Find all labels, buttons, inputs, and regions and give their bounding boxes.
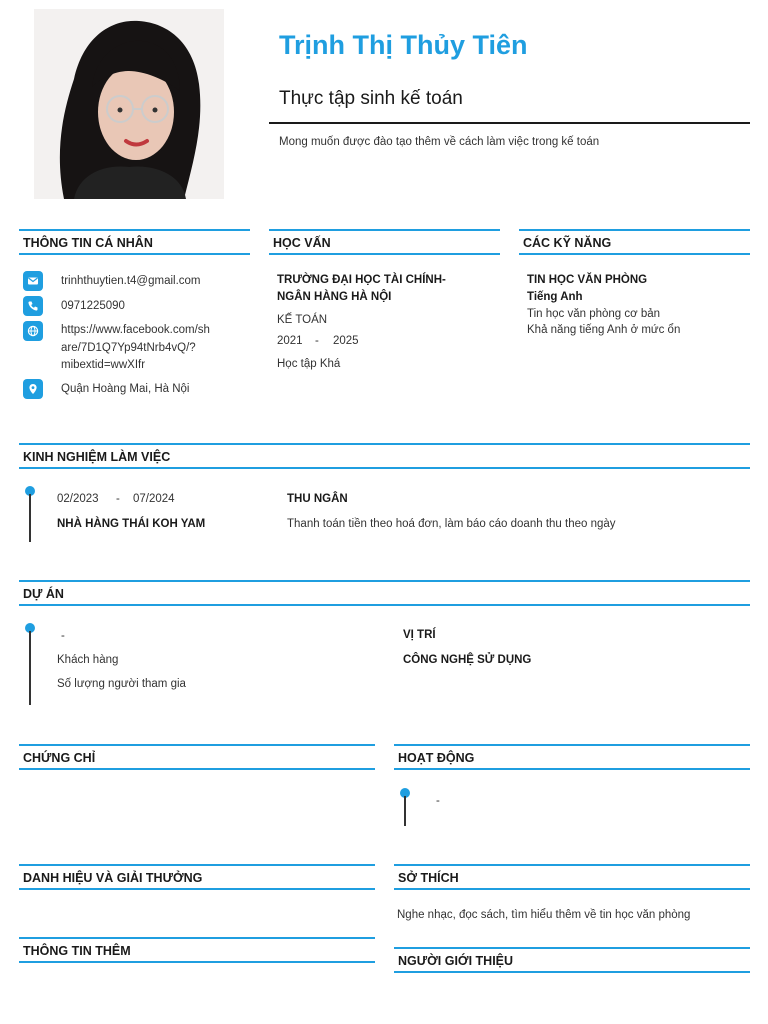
email-icon [23,271,43,291]
timeline-line [404,796,406,826]
section-work-experience [19,443,750,469]
section-hobbies [394,864,750,890]
section-title: CÁC KỸ NĂNG [523,236,612,250]
section-personal-info [19,229,250,255]
email-text: trinhthuytien.t4@gmail.com [61,275,201,287]
education-start-year: 2021 [277,335,303,347]
project-members-label: Số lượng người tham gia [57,678,186,690]
skill-name-office: TIN HỌC VĂN PHÒNG [527,274,648,286]
section-awards [19,864,375,890]
section-title: KINH NGHIỆM LÀM VIỆC [23,450,171,464]
project-client-label: Khách hàng [57,654,119,666]
activity-date-separator: - [436,795,440,807]
skill-desc-office: Tin học văn phòng cơ bản [527,308,661,320]
section-title: DANH HIỆU VÀ GIẢI THƯỞNG [23,871,203,885]
section-certificates [19,744,375,770]
section-title: HỌC VẤN [273,236,331,250]
section-title: CHỨNG CHỈ [23,751,96,765]
section-title: THÔNG TIN THÊM [23,944,131,958]
address-text: Quận Hoàng Mai, Hà Nội [61,383,190,395]
section-title: HOẠT ĐỘNG [398,751,475,765]
phone-icon [23,296,43,316]
globe-icon [23,321,43,341]
experience-company: NHÀ HÀNG THÁI KOH YAM [57,518,206,530]
career-objective: Mong muốn được đào tạo thêm về cách làm việc trong kế toán [279,136,600,148]
section-activities [394,744,750,770]
education-end-year: 2025 [333,335,359,347]
project-position-label: VỊ TRÍ [403,629,436,641]
facebook-link-line-3[interactable]: mibextid=wwXIfr [61,359,146,371]
candidate-name: Trịnh Thị Thủy Tiên [279,30,528,60]
facebook-link-line-2[interactable]: are/7D1Q7Yp94tNrb4vQ/? [61,342,196,354]
timeline-line [29,494,31,542]
skill-name-english: Tiếng Anh [527,291,583,303]
section-title: NGƯỜI GIỚI THIỆU [398,954,514,968]
section-education [269,229,500,255]
experience-description: Thanh toán tiền theo hoá đơn, làm báo cáo doanh thu theo ngày [287,518,616,530]
experience-position: THU NGÂN [287,493,348,505]
skill-desc-english: Khả năng tiếng Anh ở mức ổn [527,324,681,336]
profile-photo-illustration [34,9,224,199]
education-major: KẾ TOÁN [277,314,328,326]
location-pin-icon [23,379,43,399]
education-note: Học tập Khá [277,358,341,370]
experience-start-date: 02/2023 [57,493,99,505]
education-date-separator: - [315,335,319,347]
candidate-role: Thực tập sinh kế toán [279,88,463,109]
section-title: THÔNG TIN CÁ NHÂN [23,236,153,250]
school-name-line-2: NGÂN HÀNG HÀ NỘI [277,291,392,303]
hobbies-text: Nghe nhạc, đọc sách, tìm hiểu thêm về tin học văn phòng [397,909,691,921]
school-name-line-1: TRƯỜNG ĐẠI HỌC TÀI CHÍNH- [277,274,446,286]
section-more-info [19,937,375,963]
header-divider [269,122,750,124]
profile-photo [34,9,224,199]
phone-text: 0971225090 [61,300,125,312]
section-references [394,947,750,973]
section-skills [519,229,750,255]
project-date-separator: - [61,630,65,642]
section-projects [19,580,750,606]
facebook-link-line-1[interactable]: https://www.facebook.com/sh [61,324,210,336]
experience-end-date: 07/2024 [133,493,175,505]
section-title: SỞ THÍCH [398,871,459,885]
project-tech-label: CÔNG NGHỆ SỬ DỤNG [403,654,532,666]
experience-date-separator: - [116,493,120,505]
timeline-line [29,631,31,705]
section-title: DỰ ÁN [23,587,64,601]
